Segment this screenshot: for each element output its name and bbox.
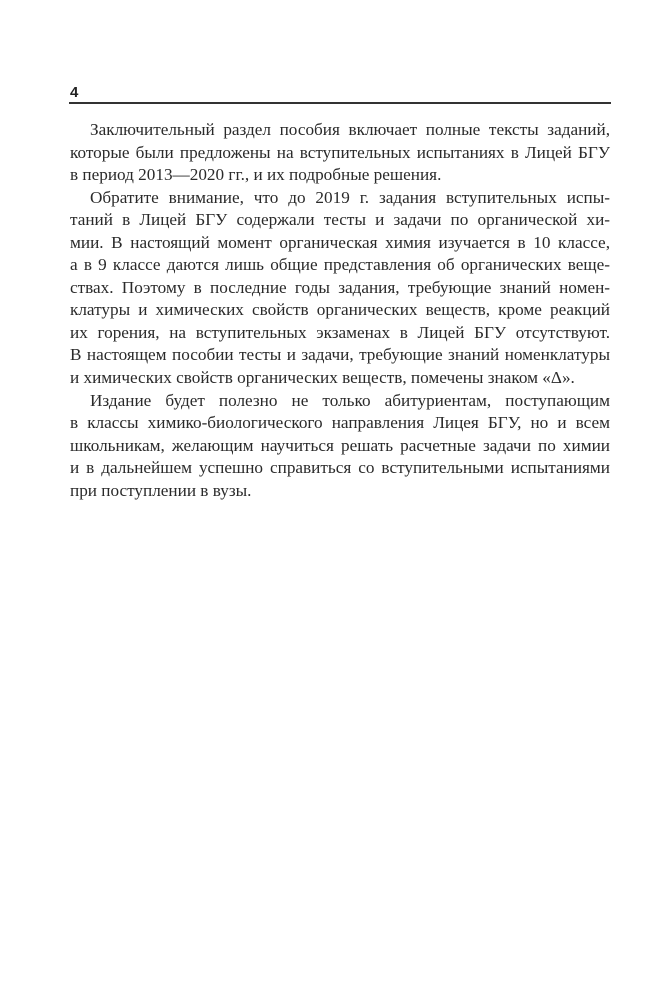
text-line: и в дальнейшем успешно справиться со вступительными испытаниями [70, 458, 610, 478]
text-line: Обратите внимание, что до 2019 г. задания вступительных испы- [90, 187, 610, 207]
text-line: ствах. Поэтому в последние годы задания, требующие знаний номен- [70, 277, 610, 297]
paragraph [70, 390, 610, 503]
paragraph [70, 187, 610, 390]
text-line: таний в Лицей БГУ содержали тесты и задачи по органической хи- [70, 210, 610, 230]
text-line: и химических свойств органических веществ, помечены знаком «Δ». [70, 368, 575, 388]
text-line: в классы химико-биологического направления Лицея БГУ, но и всем [70, 413, 610, 433]
body-text [70, 119, 610, 502]
text-line: школьникам, желающим научиться решать расчетные задачи по химии [70, 435, 610, 455]
text-line: их горения, на вступительных экзаменах в Лицей БГУ отсутствуют. [70, 322, 610, 342]
header-rule [69, 102, 611, 104]
text-line: которые были предложены на вступительных испытаниях в Лицей БГУ [70, 142, 610, 162]
text-line: в период 2013—2020 гг., и их подробные решения. [70, 165, 442, 185]
text-line: а в 9 классе даются лишь общие представления об органических веще- [70, 255, 610, 275]
paragraph [70, 119, 610, 187]
text-line: В настоящем пособии тесты и задачи, требующие знаний номенклатуры [70, 345, 610, 365]
text-line: мии. В настоящий момент органическая химия изучается в 10 классе, [70, 232, 610, 252]
text-line: Издание будет полезно не только абитуриентам, поступающим [90, 390, 610, 410]
text-line: клатуры и химических свойств органических веществ, кроме реакций [70, 300, 610, 320]
text-line: Заключительный раздел пособия включает полные тексты заданий, [90, 120, 610, 139]
page-number: 4 [70, 84, 79, 101]
text-line: при поступлении в вузы. [70, 480, 252, 500]
